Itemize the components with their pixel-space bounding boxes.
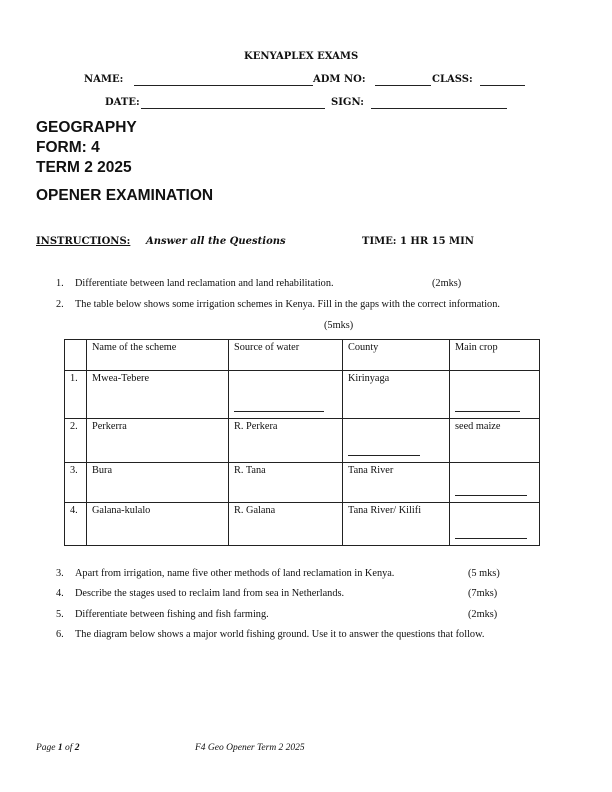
header-cell bbox=[65, 340, 87, 371]
county-cell-blank[interactable] bbox=[343, 419, 450, 463]
question-number: 1. bbox=[56, 278, 64, 289]
table-row bbox=[65, 503, 540, 546]
county-cell: Tana River/ Kilifi bbox=[343, 503, 450, 546]
question-6 bbox=[0, 629, 612, 643]
instructions-label: INSTRUCTIONS: bbox=[36, 236, 131, 247]
subject-title: GEOGRAPHY bbox=[36, 119, 137, 136]
crop-cell-blank[interactable] bbox=[450, 463, 540, 503]
question-number: 3. bbox=[56, 568, 64, 579]
name-blank[interactable] bbox=[134, 85, 313, 86]
row-number: 3. bbox=[65, 463, 87, 503]
source-cell: R. Tana bbox=[229, 463, 343, 503]
question-text: Describe the stages used to reclaim land from sea in Netherlands. bbox=[75, 588, 345, 599]
crop-cell-blank[interactable] bbox=[450, 371, 540, 419]
source-cell: R. Galana bbox=[229, 503, 343, 546]
page-prefix: Page bbox=[36, 743, 58, 753]
page-total: 2 bbox=[74, 743, 80, 753]
county-cell: Kirinyaga bbox=[343, 371, 450, 419]
question-text: Apart from irrigation, name five other methods of land reclamation in Kenya. bbox=[75, 568, 395, 579]
crop-cell-blank[interactable] bbox=[450, 503, 540, 546]
adm-label: ADM NO: bbox=[313, 74, 366, 85]
table-header-row bbox=[65, 340, 540, 371]
org-title: KENYAPLEX EXAMS bbox=[244, 51, 359, 62]
question-5 bbox=[0, 609, 612, 623]
header-cell: County bbox=[343, 340, 450, 371]
question-text: Differentiate between land reclamation and land rehabilitation. bbox=[75, 278, 334, 289]
irrigation-table bbox=[64, 339, 540, 546]
sign-blank[interactable] bbox=[371, 108, 507, 109]
question-text: The table below shows some irrigation schemes in Kenya. Fill in the gaps with the correct information. bbox=[75, 299, 500, 310]
exam-title: OPENER EXAMINATION bbox=[36, 187, 214, 204]
term-title: TERM 2 2025 bbox=[36, 159, 132, 176]
table-row bbox=[65, 419, 540, 463]
header-cell: Main crop bbox=[450, 340, 540, 371]
header-cell: Source of water bbox=[229, 340, 343, 371]
crop-cell: seed maize bbox=[450, 419, 540, 463]
page-of: of bbox=[62, 743, 75, 753]
row-number: 1. bbox=[65, 371, 87, 419]
name-label: NAME: bbox=[84, 74, 124, 85]
source-cell-blank[interactable] bbox=[229, 371, 343, 419]
question-number: 4. bbox=[56, 588, 64, 599]
question-2 bbox=[0, 299, 612, 313]
time-text: TIME: 1 HR 15 MIN bbox=[362, 236, 474, 247]
class-blank[interactable] bbox=[480, 85, 525, 86]
table-row bbox=[65, 371, 540, 419]
row-number: 2. bbox=[65, 419, 87, 463]
question-text: The diagram below shows a major world fishing ground. Use it to answer the questions that follow. bbox=[75, 629, 485, 640]
scheme-cell: Perkerra bbox=[87, 419, 229, 463]
page-current: 1 bbox=[57, 743, 63, 753]
question-number: 5. bbox=[56, 609, 64, 620]
row-number: 4. bbox=[65, 503, 87, 546]
scheme-cell: Bura bbox=[87, 463, 229, 503]
question-number: 2. bbox=[56, 299, 64, 310]
adm-blank[interactable] bbox=[375, 85, 431, 86]
question-number: 6. bbox=[56, 629, 64, 640]
source-cell: R. Perkera bbox=[229, 419, 343, 463]
header-cell: Name of the scheme bbox=[87, 340, 229, 371]
date-label: DATE: bbox=[105, 97, 140, 108]
county-cell: Tana River bbox=[343, 463, 450, 503]
question-marks: (2mks) bbox=[432, 278, 462, 289]
question-1 bbox=[0, 278, 612, 292]
question-3 bbox=[0, 568, 612, 582]
instructions-text: Answer all the Questions bbox=[146, 236, 286, 247]
class-label: CLASS: bbox=[432, 74, 473, 85]
footer-doc-title: F4 Geo Opener Term 2 2025 bbox=[195, 743, 305, 753]
question-marks: (7mks) bbox=[468, 588, 498, 599]
table-row bbox=[65, 463, 540, 503]
question-marks: (2mks) bbox=[468, 609, 498, 620]
question-marks: (5 mks) bbox=[468, 568, 500, 579]
form-title: FORM: 4 bbox=[36, 139, 100, 156]
question-text: Differentiate between fishing and fish farming. bbox=[75, 609, 269, 620]
sign-label: SIGN: bbox=[331, 97, 364, 108]
question-4 bbox=[0, 588, 612, 602]
question-marks: (5mks) bbox=[324, 320, 354, 331]
date-blank[interactable] bbox=[141, 108, 325, 109]
scheme-cell: Galana-kulalo bbox=[87, 503, 229, 546]
page-number bbox=[36, 743, 80, 753]
scheme-cell: Mwea-Tebere bbox=[87, 371, 229, 419]
